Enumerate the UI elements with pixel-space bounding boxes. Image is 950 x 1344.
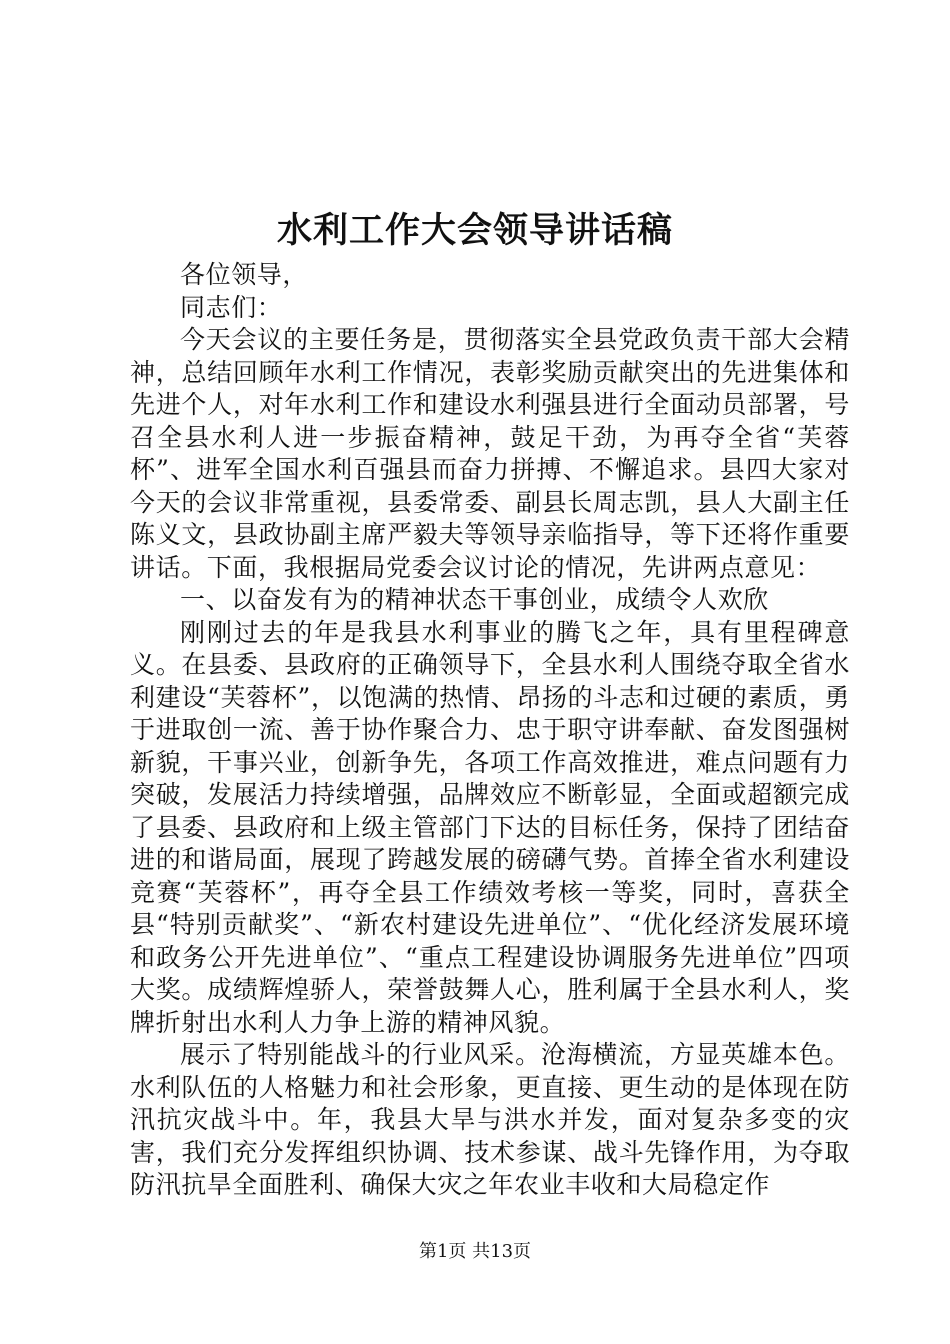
section-heading-1: 一、以奋发有为的精神状态干事创业，成绩令人欢欣 [180,585,769,615]
page-footer: 第1页 共13页 [418,1241,532,1262]
document-title: 水利工作大会领导讲话稿 [276,210,673,252]
paragraph-intro: 今天会议的主要任务是，贯彻落实全县党政负责干部大会精神，总结回顾年水利工作情况，表彰奖励贡献突出的先进集体和先进个人，对年水利工作和建设水利强县进行全面动员部署，号召全县水利人进一步振奋精神，鼓足干劲，为再夺全省“芙蓉杯”、进军全国水利百强县而奋力拼搏、不懈追求。县四大家对今天的会议非常重视，县委常委、副县长周志凯，县人大副主任陈义文，县政协副主席严毅夫等领导亲临指导，等下还将作重要讲话。下面，我根据局党委会议讨论的情况，先讲两点意见： [130,325,850,582]
document-body [130,259,850,1202]
paragraph-flood-control: 展示了特别能战斗的行业风采。沧海横流，方显英雄本色。水利队伍的人格魅力和社会形象，更直接、更生动的是体现在防汛抗灾战斗中。年，我县大旱与洪水并发，面对复杂多变的灾害，我们充分发挥组织协调、技术参谋、战斗先锋作用，为夺取防汛抗旱全面胜利、确保大灾之年农业丰收和大局稳定作 [130,1040,850,1200]
paragraph-achievements: 刚刚过去的年是我县水利事业的腾飞之年，具有里程碑意义。在县委、县政府的正确领导下，全县水利人围绕夺取全省水利建设“芙蓉杯”，以饱满的热情、昂扬的斗志和过硬的素质，勇于进取创一流、善于协作聚合力、忠于职守讲奉献、奋发图强树新貌，干事兴业，创新争先，各项工作高效推进，难点问题有力突破，发展活力持续增强，品牌效应不断彰显，全面或超额完成了县委、县政府和上级主管部门下达的目标任务，保持了团结奋进的和谐局面，展现了跨越发展的磅礴气势。首捧全省水利建设竞赛“芙蓉杯”，再夺全县工作绩效考核一等奖，同时，喜获全县“特别贡献奖”、“新农村建设先进单位”、“优化经济发展环境和政务公开先进单位”、“重点工程建设协调服务先进单位”四项大奖。成绩辉煌骄人，荣誉鼓舞人心，胜利属于全县水利人，奖牌折射出水利人力争上游的精神风貌。 [130,617,850,1037]
salutation-leaders: 各位领导， [180,260,309,290]
salutation-comrades: 同志们： [180,292,283,322]
